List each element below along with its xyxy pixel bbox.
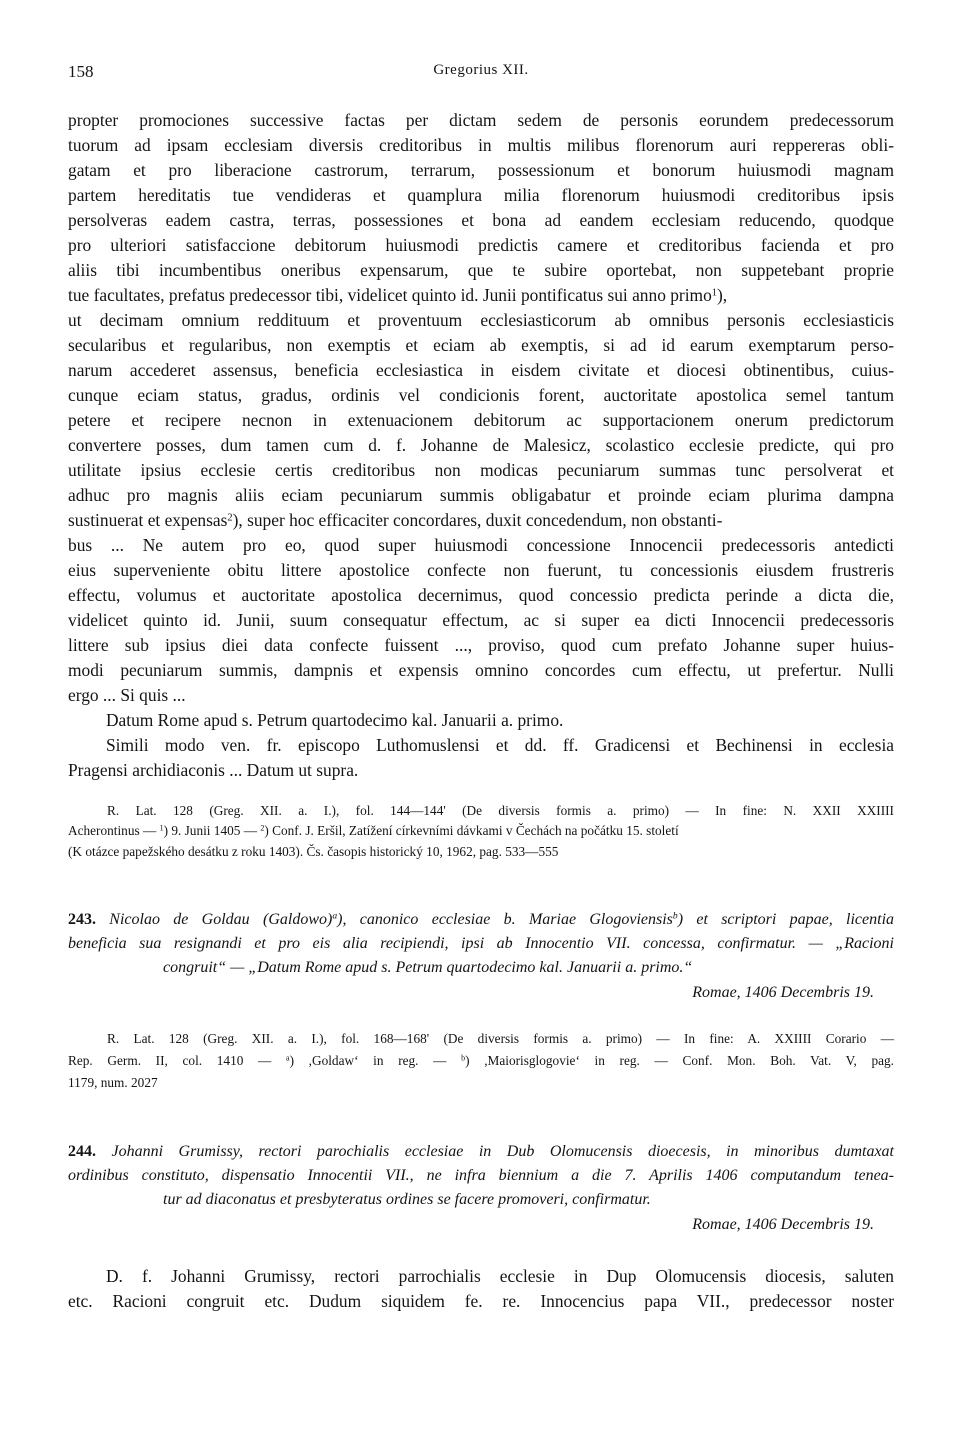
text-line: narum accederet assensus, beneficia ecclesiastica in eisdem civitate et diocesi obtinentibus, cuius- <box>68 360 894 380</box>
text-line: gatam et pro liberacione castrorum, terrarum, possessionum et bonorum huiusmodi magnam <box>68 160 894 180</box>
running-title: Gregorius XII. <box>433 62 529 78</box>
note-line: 1179, num. 2027 <box>68 1075 158 1090</box>
regest-run: ) et scriptori papae, licentia <box>677 911 895 928</box>
text-run: ), <box>717 285 728 305</box>
note-line: (K otázce papežského desátku z roku 1403). Čs. časopis historický 10, 1962, pag. 533—555 <box>68 844 559 859</box>
dating-clause: Datum Rome apud s. Petrum quartodecimo kal. Januarii a. primo. <box>106 710 564 730</box>
regest-line <box>68 1144 894 1160</box>
text-line: cunque eciam status, gradus, ordinis vel condicionis forent, auctoritate apostolica semel tantum <box>68 385 894 405</box>
regest-run: ), canonico ecclesiae b. Mariae Glogoviensis <box>337 911 673 928</box>
text-run: tue facultates, prefatus predecessor tibi, videlicet quinto id. Junii pontificatus sui anno primo <box>68 285 712 305</box>
text-line: adhuc pro magnis aliis eciam pecuniarum summis obligabatur et proinde eciam plurima dampna <box>68 485 894 505</box>
regest-line: beneficia sua resignandi et pro eis alia recipiendi, ipsi ab Innocentio VII. concessa, confirmatur. — „Racioni <box>68 935 894 952</box>
text-line: ergo ... Si quis ... <box>68 685 186 705</box>
text-line <box>68 512 722 529</box>
text-line: convertere posses, dum tamen cum d. f. Johanne de Malesicz, scolastico ecclesie predicte, qui pro <box>68 435 894 455</box>
note-line <box>68 824 679 837</box>
text-line: aliis tibi incumbentibus oneribus expensarum, que te subire oportebat, non suppetebant proprie <box>68 260 894 280</box>
footnote-mark: 2 <box>260 823 265 833</box>
text-line: tuorum ad ipsam ecclesiam diversis creditoribus in multis milibus florenorum auri reppereras obli- <box>68 135 894 155</box>
footnote-mark: a <box>332 910 338 922</box>
text-line: effectu, volumus et auctoritate apostolica decernimus, quod concessio predicta perinde a dicta die, <box>68 585 894 605</box>
text-line: pro ulteriori satisfaccione debitorum huiusmodi predictis camere et creditoribus facienda et pro <box>68 235 894 255</box>
text-line: petere et recipere necnon in extenuacionem debitorum ac supportacionem onerum predictorum <box>68 410 894 430</box>
regest-run: Nicolao de Goldau (Galdowo) <box>96 911 333 928</box>
text-line: videlicet quinto id. Junii, suum consequatur effectum, ac si super ea dicti Innocencii predecessoris <box>68 610 894 630</box>
document-date: Romae, 1406 Decembris 19. <box>692 1216 874 1233</box>
regest-line: tur ad diaconatus et presbyteratus ordines se facere promoveri, confirmatur. <box>163 1191 651 1208</box>
text-line: eius superveniente obitu littere apostolice confecte non fuerunt, tu concessionis eiusdem frustreris <box>68 560 894 580</box>
text-line: modi pecuniarum summis, dampnis et expensis omnino concordes cum effectu, ut prefertur. Nulli <box>68 660 894 680</box>
regest-line: congruit“ — „Datum Rome apud s. Petrum quartodecimo kal. Januarii a. primo.“ <box>163 959 693 976</box>
footnote-mark: 1 <box>159 823 164 833</box>
footnote-mark: 1 <box>711 287 717 299</box>
note-run: ) Conf. J. Eršil, Zatížení církevními dávkami v Čechách na počátku 15. století <box>264 823 679 838</box>
document-date: Romae, 1406 Decembris 19. <box>692 984 874 1001</box>
document-number: 244. <box>68 1143 96 1160</box>
text-line: partem hereditatis tue vendideras et quamplura milia florenorum huiusmodi creditoribus ipsis <box>68 185 894 205</box>
footnote-mark: b <box>461 1053 466 1063</box>
text-line: utilitate ipsius ecclesie certis creditoribus non modicas pecuniarum summas tunc persolverat et <box>68 460 894 480</box>
page-header <box>68 62 894 88</box>
document-number: 243. <box>68 911 96 928</box>
text-line: Pragensi archidiaconis ... Datum ut supra. <box>68 760 359 780</box>
note-line: R. Lat. 128 (Greg. XII. a. I.), fol. 144—144' (De diversis formis a. primo) — In fine: N. XXII XXIIII <box>107 803 894 818</box>
text-run: ), super hoc efficaciter concordares, duxit concedendum, non obstanti- <box>232 510 723 530</box>
text-line: persolveras eadem castra, terras, possessiones et bona ad eandem ecclesiam reducendo, quodque <box>68 210 894 230</box>
regest-line: ordinibus constituto, dispensatio Innocentii VII., ne infra biennium a die 7. Aprilis 1406 computandum tenea- <box>68 1167 894 1184</box>
footnote-mark: b <box>672 910 678 922</box>
text-line: propter promociones successive factas per dictam sedem de personis eorundem predecessorum <box>68 110 894 130</box>
text-line: D. f. Johanni Grumissy, rectori parrochialis ecclesie in Dup Olomucensis diocesis, saluten <box>106 1266 894 1286</box>
footnote-mark: a <box>286 1053 290 1063</box>
note-run: Acherontinus — <box>68 823 160 838</box>
text-line: etc. Racioni congruit etc. Dudum siquidem fe. re. Innocencius papa VII., predecessor noster <box>68 1291 894 1311</box>
footnote-mark: 2 <box>227 512 233 524</box>
text-line: Simili modo ven. fr. episcopo Luthomuslensi et dd. ff. Gradicensi et Bechinensi in ecclesia <box>106 735 894 755</box>
note-line <box>68 1054 894 1067</box>
text-line: ut decimam omnium reddituum et proventuum ecclesiasticorum ab omnibus personis ecclesiasticis <box>68 310 894 330</box>
note-run: ) ,Goldaw‘ in reg. — <box>289 1053 462 1068</box>
regest-line <box>68 912 894 928</box>
note-run: ) 9. Junii 1405 — <box>163 823 261 838</box>
page-number: 158 <box>68 62 94 81</box>
text-line: secularibus et regularibus, non exemptis et eciam ab exemptis, si ad id earum exemptarum perso- <box>68 335 894 355</box>
note-line: R. Lat. 128 (Greg. XII. a. I.), fol. 168—168' (De diversis formis a. primo) — In fine: A. XXIIII Corario — <box>107 1031 894 1046</box>
text-line: littere sub ipsius diei data confecte fuissent ..., proviso, quod cum prefato Johanne super huius- <box>68 635 894 655</box>
note-run: ) ,Maiorisglogovie‘ in reg. — Conf. Mon. Boh. Vat. V, pag. <box>465 1053 895 1068</box>
text-line: bus ... Ne autem pro eo, quod super huiusmodi concessione Innocencii predecessoris antedicti <box>68 535 894 555</box>
note-run: Rep. Germ. II, col. 1410 — <box>68 1053 287 1068</box>
regest-run: Johanni Grumissy, rectori parochialis ecclesiae in Dub Olomucensis dioecesis, in minoribus dumtaxat <box>96 1143 894 1160</box>
text-run: sustinuerat et expensas <box>68 510 228 530</box>
text-line <box>68 287 727 304</box>
